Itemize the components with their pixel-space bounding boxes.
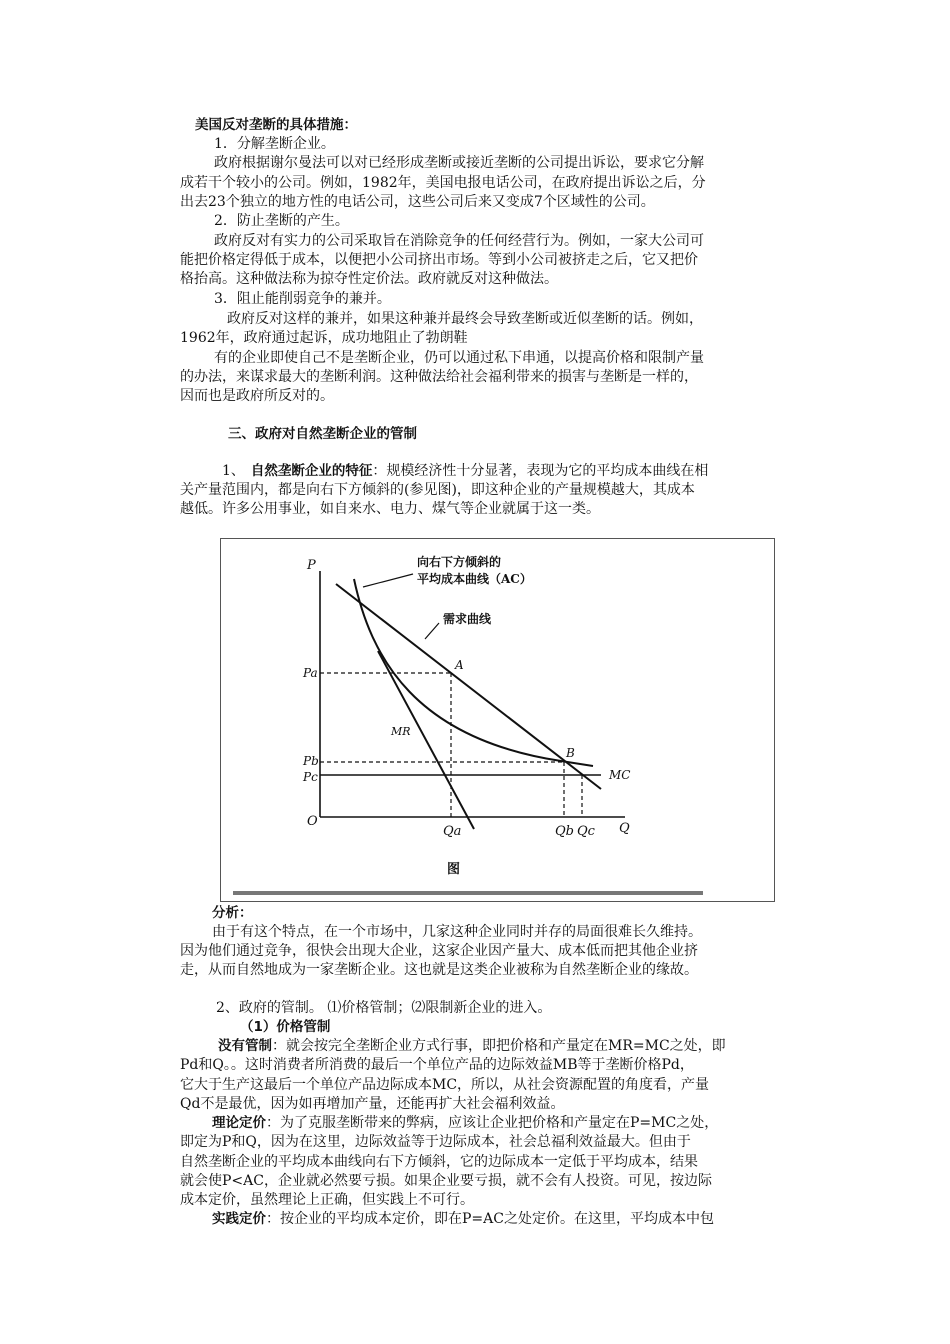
qb-label: Qb [555, 824, 574, 839]
qc-label: Qc [577, 824, 595, 839]
section-heading: 美国反对垄断的具体措施： [195, 117, 357, 133]
mr-label: MR [391, 725, 411, 738]
pc-label: Pc [303, 770, 318, 784]
mr-curve [378, 651, 474, 829]
feature-number: 1、 [222, 463, 245, 479]
cost-curve-diagram [221, 539, 774, 901]
ac-annotation-line2: 平均成本曲线（AC） [417, 572, 532, 586]
text-line: Qd不是最优，因为如再增加产量，还能再扩大社会福利效益。 [180, 1096, 565, 1112]
text-line: 因而也是政府所反对的。 [180, 388, 334, 404]
scan-artifact [233, 891, 703, 895]
practice-pricing-label: 实践定价 [212, 1211, 266, 1227]
no-regulation-text: ：就会按完全垄断企业方式行事，即把价格和产量定在MR=MC之处，即 [272, 1038, 726, 1054]
item3-title: 3．阻止能削弱竞争的兼并。 [214, 291, 391, 307]
demand-pointer [425, 623, 439, 639]
demand-annotation: 需求曲线 [443, 612, 492, 626]
point-a-label: A [455, 658, 464, 672]
q-axis-label: Q [619, 821, 630, 836]
text-line: 政府反对有实力的公司采取旨在消除竞争的任何经营行为。例如，一家大公司可 [214, 233, 704, 249]
feature-text: ：规模经济性十分显著，表现为它的平均成本曲线在相 [372, 463, 709, 479]
origin-label: O [307, 814, 318, 829]
ac-annotation-line1: 向右下方倾斜的 [417, 555, 502, 569]
text-line: 成本定价，虽然理论上正确，但实践上不可行。 [180, 1192, 474, 1208]
analysis-label: 分析： [212, 905, 253, 921]
text-line: 的办法，来谋求最大的垄断利润。这种做法给社会福利带来的损害与垄断是一样的， [180, 369, 698, 385]
text-line: 由于有这个特点，在一个市场中，几家这种企业同时并存的局面很难长久维持。 [212, 924, 702, 940]
practice-pricing-text: ：按企业的平均成本定价，即在P=AC之处定价。在这里，平均成本中包 [266, 1211, 714, 1227]
qa-label: Qa [443, 824, 462, 839]
practice-pricing-line [212, 1210, 852, 1229]
no-regulation-label: 没有管制 [218, 1038, 272, 1054]
text-line: 1962年，政府通过起诉，成功地阻止了勃朗鞋 [180, 330, 468, 346]
text-line: Pd和Q。。这时消费者所消费的最后一个单位产品的边际效益MB等于垄断价格Pd， [180, 1057, 694, 1073]
regulation-intro: 2、政府的管制。 ⑴价格管制；⑵限制新企业的进入。 [216, 1000, 552, 1016]
point-b-label: B [566, 746, 575, 760]
text-line: 走，从而自然地成为一家垄断企业。这也就是这类企业被称为自然垄断企业的缘故。 [180, 962, 698, 978]
figure-caption: 图 [447, 862, 461, 877]
theory-pricing-label: 理论定价 [212, 1115, 266, 1131]
text-line: 有的企业即使自己不是垄断企业，仍可以通过私下串通，以提高价格和限制产量 [214, 350, 704, 366]
feature-line [222, 462, 862, 481]
ac-pointer [363, 574, 413, 587]
text-line: 它大于生产这最后一个单位产品边际成本MC，所以，从社会资源配置的角度看，产量 [180, 1077, 710, 1093]
no-regulation-line [218, 1037, 858, 1056]
p-axis-label: P [307, 558, 316, 573]
text-line: 格抬高。这种做法称为掠夺性定价法。政府就反对这种做法。 [180, 271, 558, 287]
natural-monopoly-figure [220, 538, 775, 902]
text-line: 政府根据谢尔曼法可以对已经形成垄断或接近垄断的公司提出诉讼，要求它分解 [214, 155, 704, 171]
mc-label: MC [609, 768, 631, 782]
text-line: 能把价格定得低于成本，以便把小公司挤出市场。等到小公司被挤走之后，它又把价 [180, 252, 698, 268]
text-line: 自然垄断企业的平均成本曲线向右下方倾斜，它的边际成本一定低于平均成本，结果 [180, 1154, 698, 1170]
text-line: 成若干个较小的公司。例如，1982年，美国电报电话公司，在政府提出诉讼之后，分 [180, 175, 706, 191]
text-line: 关产量范围内，都是向右下方倾斜的(参见图)，即这种企业的产量规模越大，其成本 [180, 482, 695, 498]
item1-title: 1．分解垄断企业。 [214, 136, 335, 152]
theory-pricing-text: ：为了克服垄断带来的弊病，应该让企业把价格和产量定在P=MC之处， [266, 1115, 719, 1131]
item2-title: 2．防止垄断的产生。 [214, 213, 349, 229]
text-line: 政府反对这样的兼并，如果这种兼并最终会导致垄断或近似垄断的话。例如， [227, 311, 703, 327]
text-line: 越低。许多公用事业，如自来水、电力、煤气等企业就属于这一类。 [180, 501, 600, 517]
feature-label: 自然垄断企业的特征 [250, 463, 373, 479]
section-title: 三、政府对自然垄断企业的管制 [228, 426, 417, 442]
price-regulation-title: （1）价格管制 [240, 1019, 331, 1035]
text-line: 即定为P和Q，因为在这里，边际效益等于边际成本，社会总福利效益最大。但由于 [180, 1134, 691, 1150]
text-line: 出去23个独立的地方性的电话公司，这些公司后来又变成7个区域性的公司。 [180, 194, 655, 210]
pa-label: Pa [303, 666, 318, 680]
text-line: 因为他们通过竞争，很快会出现大企业，这家企业因产量大、成本低而把其他企业挤 [180, 943, 698, 959]
text-line: 就会使P<AC，企业就必然要亏损。如果企业要亏损，就不会有人投资。可见，按边际 [180, 1173, 712, 1189]
pb-label: Pb [303, 754, 319, 768]
theory-pricing-line [212, 1114, 852, 1133]
